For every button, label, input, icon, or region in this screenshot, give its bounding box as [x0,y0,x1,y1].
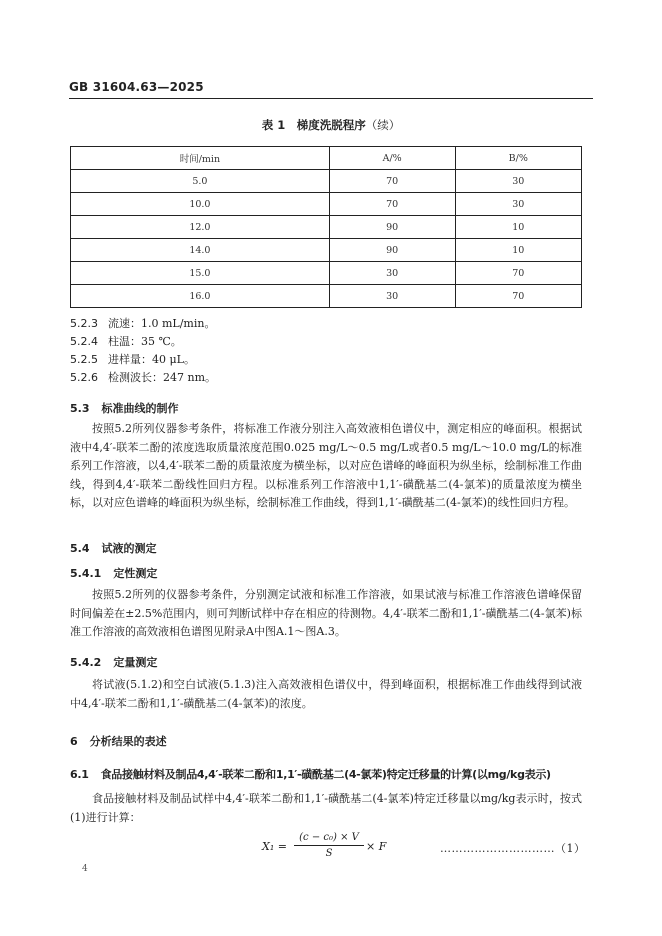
section-title: 定性测定 [113,567,158,580]
paragraph-calculation: 食品接触材料及制品试样中4,4′-联苯二酚和1,1′-磺酰基二(4-氯苯)特定迁移量以mg/kg表示时，按式(1)进行计算： [70,792,582,824]
table-caption-note: （续） [365,118,401,132]
section-heading-6 [70,733,167,749]
fraction-bar [294,845,364,846]
table-cell: 30 [455,170,582,193]
section-heading-5-3 [70,400,179,416]
table-cell: 90 [329,239,455,262]
section-title: 试液的测定 [101,542,157,555]
table-cell: 70 [329,170,455,193]
table-header-row [71,147,582,170]
paragraph-quantitative: 将试液(5.1.2)和空白试液(5.1.3)注入高效液相色谱仪中，得到峰面积，根据标准工作曲线得到试液中4,4′-联苯二酚和1,1′-磺酰基二(4-氯苯)的浓度。 [70,678,582,710]
equation-number: …………………………（1） [440,842,586,855]
table-row [71,285,582,308]
table-cell: 10 [455,239,582,262]
page-number: 4 [82,864,88,874]
table-row [71,262,582,285]
clause-number: 5.2.5 [70,353,98,366]
formula-lhs: X₁ = [262,840,287,853]
table-cell: 16.0 [71,285,330,308]
section-title: 食品接触材料及制品4,4′-联苯二酚和1,1′-磺酰基二(4-氯苯)特定迁移量的计算(以mg/kg表示) [100,768,551,781]
header-rule [69,98,593,99]
table-header-cell: A/% [329,147,455,170]
table-cell: 10 [455,216,582,239]
table-cell: 70 [455,285,582,308]
section-number: 5.4.1 [70,567,102,580]
section-number: 6 [70,735,78,748]
clause-text: 流速：1.0 mL/min。 [108,317,216,330]
table-header-cell: B/% [455,147,582,170]
table-cell: 30 [329,262,455,285]
condition-flow-rate [70,315,215,333]
table-cell: 5.0 [71,170,330,193]
section-title: 标准曲线的制作 [101,402,179,415]
formula-denominator: S [325,848,333,859]
formula-rhs: × F [366,840,387,853]
section-heading-6-1 [70,766,600,782]
clause-text: 检测波长：247 nm。 [108,371,217,384]
table-cell: 70 [455,262,582,285]
gradient-table [70,146,582,308]
section-heading-5-4 [70,540,157,556]
formula-1 [262,831,422,861]
table-row [71,170,582,193]
table-cell: 15.0 [71,262,330,285]
section-number: 5.4.2 [70,656,102,669]
clause-number: 5.2.6 [70,371,98,384]
formula-fraction [294,831,364,860]
table-cell: 30 [455,193,582,216]
standard-number: GB 31604.63—2025 [69,80,204,94]
clause-number: 5.2.3 [70,317,98,330]
table-row [71,239,582,262]
table-cell: 10.0 [71,193,330,216]
table-cell: 12.0 [71,216,330,239]
table-cell: 30 [329,285,455,308]
formula-numerator: (c − c₀) × V [299,832,359,843]
table-cell: 14.0 [71,239,330,262]
clause-text: 柱温：35 ℃。 [108,335,182,348]
condition-injection-volume [70,351,195,369]
table-cell: 90 [329,216,455,239]
table-row [71,193,582,216]
table-row [71,216,582,239]
section-number: 5.3 [70,402,90,415]
section-title: 分析结果的表述 [89,735,167,748]
paragraph-qualitative: 按照5.2所列的仪器参考条件，分别测定试液和标准工作溶液，如果试液与标准工作溶液色谱峰保留时间偏差在±2.5%范围内，则可判断试样中存在相应的待测物。4,4′-联苯二酚和1,1′-磺酰基二(4-氯苯)标准工作溶液的高效液相色谱图见附录A中图A.1～图A.3。 [70,588,582,639]
condition-column-temp [70,333,182,351]
table-caption-title: 表 1 梯度洗脱程序 [261,118,366,132]
clause-text: 进样量：40 μL。 [108,353,195,366]
clause-number: 5.2.4 [70,335,98,348]
condition-wavelength [70,369,216,387]
section-number: 6.1 [70,768,89,781]
section-title: 定量测定 [113,656,158,669]
section-number: 5.4 [70,542,90,555]
table-header-cell: 时间/min [71,147,330,170]
table-cell: 70 [329,193,455,216]
table-caption [0,117,662,133]
section-heading-5-4-1 [70,565,157,581]
section-heading-5-4-2 [70,654,157,670]
paragraph-standard-curve: 按照5.2所列仪器参考条件，将标准工作液分别注入高效液相色谱仪中，测定相应的峰面积。根据试液中4,4′-联苯二酚的浓度选取质量浓度范围0.025 mg/L～0.5 mg/L或者0.5 mg/L～10.0 mg/L的标准系列工作溶液，以4,4′-联苯二酚的质量浓度为横坐标，以对应色谱峰的峰面积为纵坐标，绘制标准工作曲线，得到4,4′-联苯二酚线性回归方程。以标准系列工作溶液中1,1′-磺酰基二(4-氯苯)的质量浓度为横坐标，以对应色谱峰的峰面积为纵坐标，绘制标准工作曲线，得到1,1′-磺酰基二(4-氯苯)的线性回归方程。 [70,422,582,510]
